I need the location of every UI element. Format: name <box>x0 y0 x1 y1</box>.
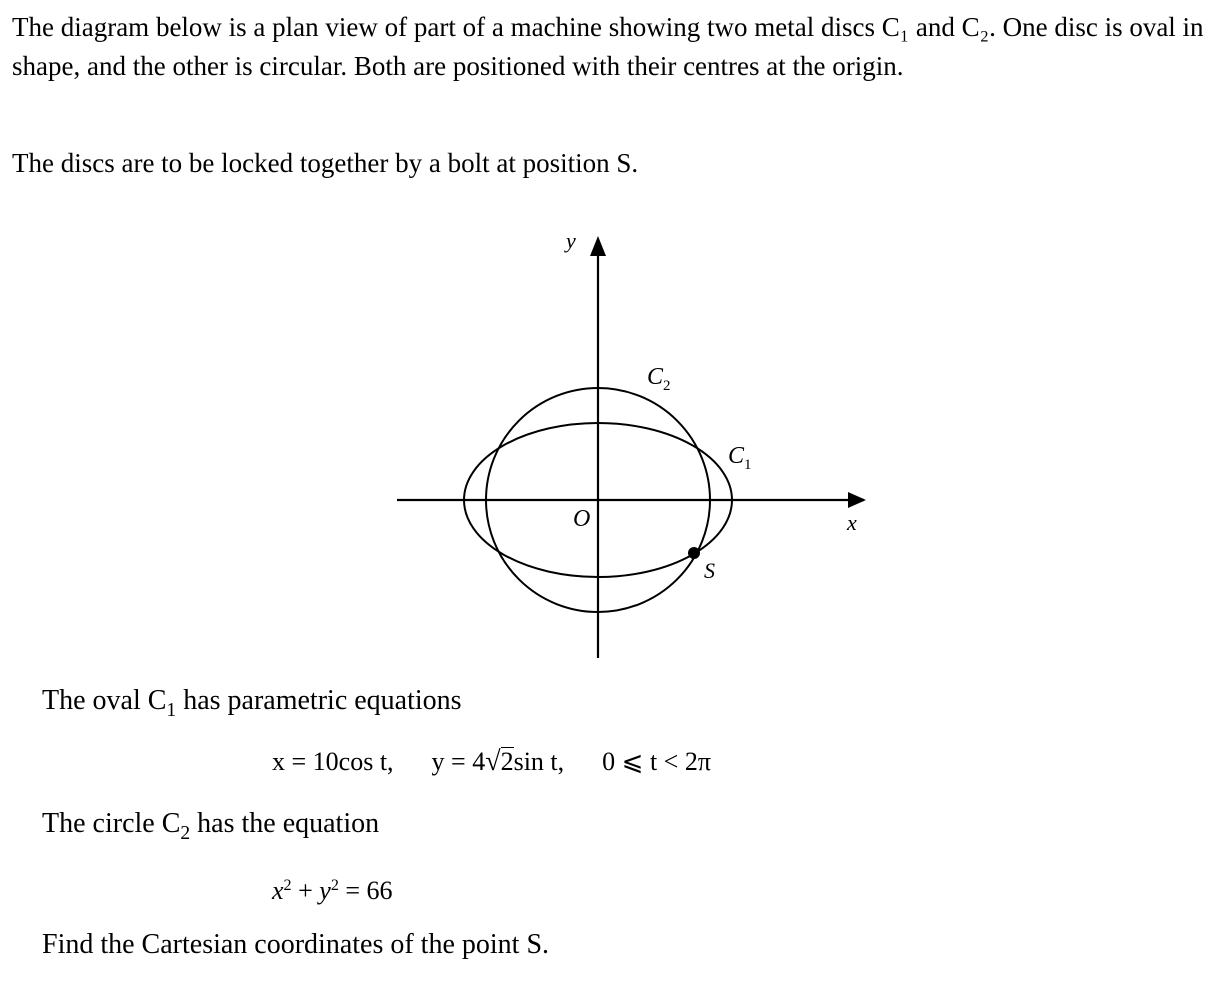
point-s <box>688 547 700 559</box>
y-axis-arrow <box>590 236 606 256</box>
discs-diagram <box>380 222 880 667</box>
point-s-label: S <box>704 558 715 583</box>
circle-intro: The circle $C_2$ has the equation <box>42 808 380 844</box>
oval-parameter-range: 0 ⩽ t < 2π <box>602 747 711 776</box>
intro-paragraph-1: The diagram below is a plan view of part of a machine showing two metal discs C₁ and C₂. One disc is oval in shape, and the other is circular. Both are positioned with their centres at the origin. <box>12 12 1204 81</box>
x-axis-label: x <box>847 510 857 535</box>
circle-equation: $x^2 + y^2 = 66$ <box>272 875 393 905</box>
origin-label: O <box>573 506 591 532</box>
c2-label: $C_2$ <box>647 364 671 394</box>
oval-intro: The oval $C_1$ has parametric equations <box>42 685 462 721</box>
question-text: Find the Cartesian coordinates of the point S. <box>42 929 550 960</box>
oval-parametric-equations <box>272 745 711 779</box>
oval-y-equation: y = 4√2sin t, <box>431 746 565 777</box>
oval-x-equation: x = 10cos t, <box>272 747 394 776</box>
c1-label: $C_1$ <box>728 443 752 473</box>
y-axis-label: y <box>566 228 576 253</box>
x-axis-arrow <box>848 492 866 508</box>
intro-paragraph-2: The discs are to be locked together by a bolt at position S. <box>12 148 639 178</box>
